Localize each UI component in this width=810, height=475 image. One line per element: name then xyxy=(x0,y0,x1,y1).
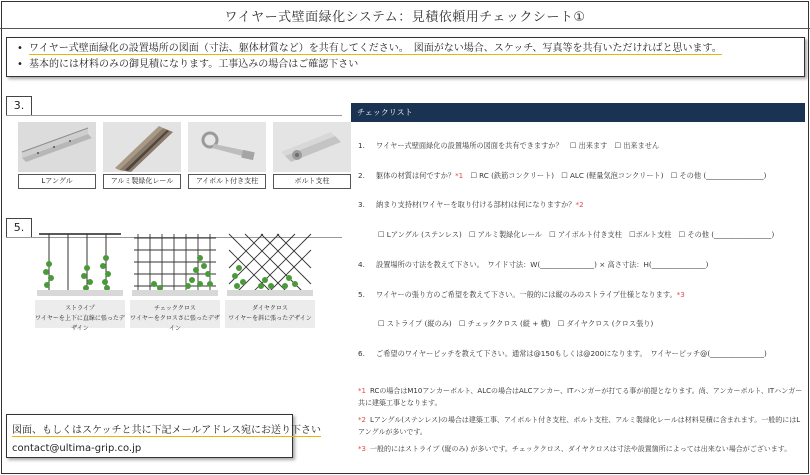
stripe-caption: ストライプ ワイヤーを上下に直線に張ったデザイン xyxy=(35,300,125,328)
title-divider xyxy=(0,28,810,29)
section-3-rule xyxy=(6,115,342,116)
bolt-post-photo xyxy=(273,122,351,172)
l-angle-photo xyxy=(18,122,96,172)
bullet-icon: • xyxy=(17,43,23,54)
note-1: *1 RCの場合はM10アンカーボルト、ALCの場合はALCアンカー、ITハンガーが打てる事が前提となります。尚、アンカーボルト、ITハンガー共に建築工事となります。 xyxy=(358,387,803,407)
question-6: 6. ご希望のワイヤーピッチを教えて下さい。通常は@150もしくは@200になります。 ワイヤーピッチ@(_______________) xyxy=(358,349,767,358)
contact-email[interactable]: contact@ultima-grip.co.jp xyxy=(12,443,142,454)
notice-box xyxy=(6,37,805,77)
support-item-bolt-post: ボルト支柱 xyxy=(273,122,351,189)
checklist-header: チェックリスト xyxy=(351,103,805,122)
notice-line-1: • ワイヤー式壁面緑化の設置場所の図面（寸法、躯体材質など）を共有してください。 図面がない場合、スケッチ、写真等を共有いただければと思います。 xyxy=(17,41,794,57)
section-3-label: 3. xyxy=(6,96,32,116)
question-3-options: ☐ Lアングル (ステンレス) ☐ アルミ製緑化レール ☐ アイボルト付き支柱 ☐ボルト支柱 ☐ その他 (________________) xyxy=(378,230,775,239)
check-cross-caption: チェッククロス ワイヤーをクロスさに張ったデザイン xyxy=(130,300,220,328)
support-item-eyebolt-post: アイボルト付き支柱 xyxy=(188,122,266,189)
check-cross-diagram xyxy=(130,228,220,300)
diamond-cross-diagram xyxy=(225,228,315,300)
eyebolt-post-photo xyxy=(188,122,266,172)
page-title: ワイヤー式壁面緑化システム：見積依頼用チェックシート① xyxy=(224,10,586,25)
contact-box xyxy=(6,414,321,458)
notice-line-2: • 基本的には材料のみの御見積になります。工事込みの場合はご確認下さい xyxy=(17,57,794,73)
pattern-diamond-cross xyxy=(225,228,315,332)
support-item-l-angle: Lアングル xyxy=(18,122,96,189)
question-3: 3. 納まり支持材(ワイヤーを取り付ける部材)は何になりますか？*2 xyxy=(358,200,584,209)
question-5-options: ☐ ストライプ (縦のみ) ☐ チェッククロス (縦 + 横) ☐ ダイヤクロス (クロス張り) xyxy=(378,319,654,328)
pattern-stripe xyxy=(35,228,125,332)
alu-rail-photo xyxy=(103,122,181,172)
pattern-check-cross xyxy=(130,228,220,332)
contact-instruction: 図面、もしくはスケッチと共に下記メールアドレス宛にお送り下さい xyxy=(12,421,321,437)
stripe-diagram xyxy=(35,228,125,300)
question-4: 4. 設置場所の寸法を教えて下さい。 ワイド寸法：W(_______________) × 高さ寸法：H(_______________) xyxy=(358,260,709,269)
support-item-alu-rail: アルミ製緑化レール xyxy=(103,122,181,189)
question-2: 2. 躯体の材質は何ですか？*1 ☐ RC (鉄筋コンクリート) ☐ ALC (軽量気泡コンクリート) ☐ その他 (________________) xyxy=(358,171,767,180)
note-3: *3 一般的にはストライプ (縦のみ) が多いです。チェッククロス、ダイヤクロスは寸法や設置箇所によっては出来ない場合がございます。 xyxy=(358,445,792,453)
question-1: 1. ワイヤー式壁面緑化の設置場所の図面を共有できますか？ ☐ 出来ます ☐ 出来ません xyxy=(358,141,660,150)
diamond-cross-caption: ダイヤクロス ワイヤーを斜に張ったデザイン xyxy=(225,300,315,328)
section-5-label: 5. xyxy=(6,218,32,238)
note-2: *2 Lアングル(ステンレス)の場合は建築工事、アイボルト付き支柱、ボルト支柱、アルミ製緑化レールは材料見積に含まれます。一般的にはLアングルが多いです。 xyxy=(358,416,801,436)
bullet-icon: • xyxy=(17,59,23,70)
question-5: 5. ワイヤーの張り方のご希望を教えて下さい。一般的には縦のみのストライプ仕様となります。*3 xyxy=(358,290,685,299)
